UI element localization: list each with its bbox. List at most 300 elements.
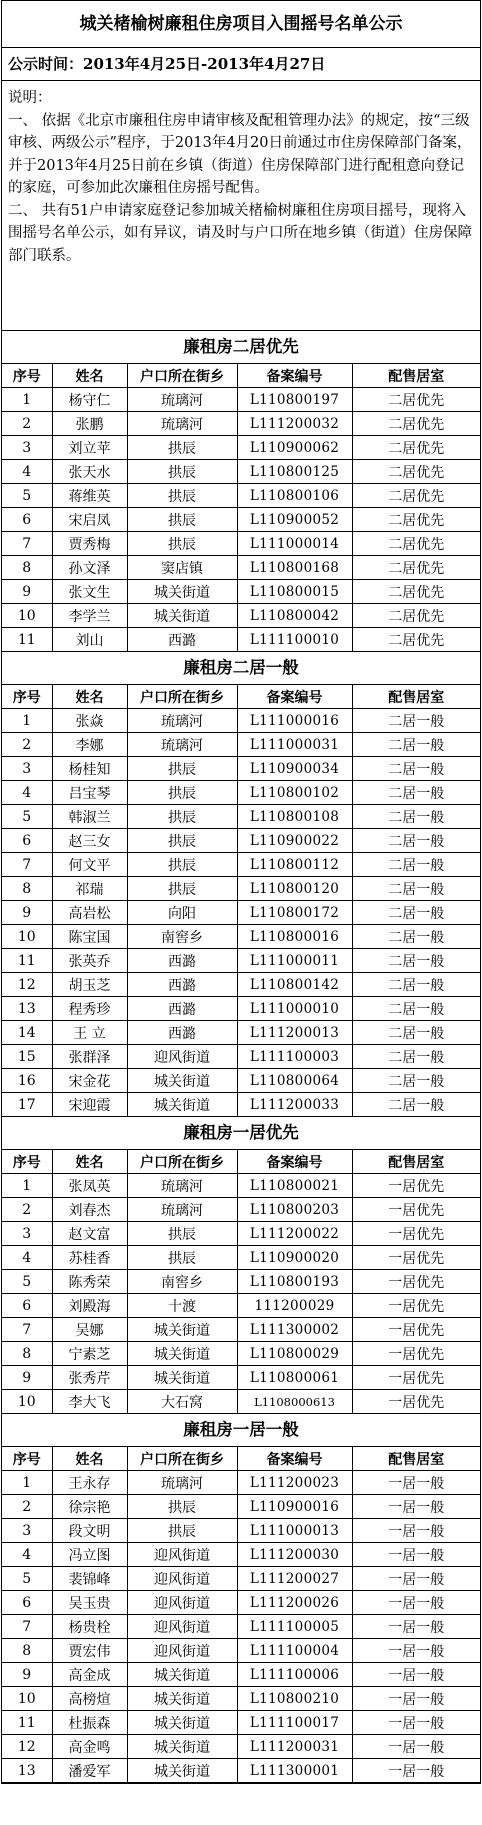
applicant-name: 孙文泽 (52, 556, 127, 580)
hukou-district: 琉璃河 (127, 733, 237, 757)
filing-number: L111200022 (237, 1222, 352, 1246)
table-row (2, 1246, 480, 1270)
applicant-name: 赵三女 (52, 829, 127, 853)
applicant-name: 苏桂香 (52, 1246, 127, 1270)
column-header: 姓名 (52, 1447, 127, 1471)
section-title: 廉租房一居优先 (2, 1117, 480, 1150)
applicant-name: 宋启凤 (52, 508, 127, 532)
applicant-name: 李娜 (52, 733, 127, 757)
table-row (2, 757, 480, 781)
hukou-district: 向阳 (127, 901, 237, 925)
hukou-district: 城关街道 (127, 1663, 237, 1687)
row-number: 3 (2, 1222, 52, 1246)
filing-number: L111000031 (237, 733, 352, 757)
hukou-district: 拱辰 (127, 781, 237, 805)
applicant-name: 张天水 (52, 460, 127, 484)
allocated-unit: 二居一般 (352, 853, 480, 877)
column-header: 配售居室 (352, 364, 480, 388)
filing-number: L111200032 (237, 412, 352, 436)
filing-number: L110900052 (237, 508, 352, 532)
applicant-name: 何文平 (52, 853, 127, 877)
hukou-district: 西潞 (127, 949, 237, 973)
applicant-name: 王 立 (52, 1021, 127, 1045)
hukou-district: 拱辰 (127, 508, 237, 532)
filing-number: L110900034 (237, 757, 352, 781)
table-header-row (2, 1447, 480, 1471)
row-number: 10 (2, 604, 52, 628)
section-title: 廉租房二居优先 (2, 331, 480, 364)
document-title: 城关楮榆树廉租住房项目入围摇号名单公示 (2, 1, 480, 48)
column-header: 序号 (2, 1447, 52, 1471)
hukou-district: 拱辰 (127, 877, 237, 901)
row-number: 7 (2, 853, 52, 877)
hukou-district: 拱辰 (127, 853, 237, 877)
hukou-district: 拱辰 (127, 436, 237, 460)
hukou-district: 城关街道 (127, 1318, 237, 1342)
filing-number: L111000011 (237, 949, 352, 973)
applicant-name: 杨贵栓 (52, 1615, 127, 1639)
filing-number: L110800015 (237, 580, 352, 604)
hukou-district: 拱辰 (127, 1246, 237, 1270)
allocated-unit: 二居一般 (352, 1093, 480, 1117)
filing-number: L111100005 (237, 1615, 352, 1639)
filing-number: L110800168 (237, 556, 352, 580)
row-number: 9 (2, 901, 52, 925)
applicant-name: 高金鸣 (52, 1735, 127, 1759)
allocated-unit: 一居优先 (352, 1294, 480, 1318)
hukou-district: 琉璃河 (127, 709, 237, 733)
row-number: 7 (2, 1318, 52, 1342)
filing-number: L111200013 (237, 1021, 352, 1045)
applicant-name: 赵文富 (52, 1222, 127, 1246)
applicant-name: 张英乔 (52, 949, 127, 973)
filing-number: L111200023 (237, 1471, 352, 1495)
hukou-district: 琉璃河 (127, 412, 237, 436)
hukou-district: 西潞 (127, 973, 237, 997)
column-header: 备案编号 (237, 1447, 352, 1471)
hukou-district: 南窖乡 (127, 1270, 237, 1294)
row-number: 14 (2, 1021, 52, 1045)
table-header-row (2, 364, 480, 388)
table-row (2, 1342, 480, 1366)
row-number: 6 (2, 508, 52, 532)
table-row (2, 1639, 480, 1663)
allocated-unit: 二居优先 (352, 532, 480, 556)
filing-number: L110800120 (237, 877, 352, 901)
row-number: 7 (2, 1615, 52, 1639)
allocated-unit: 二居优先 (352, 436, 480, 460)
table-header-row (2, 1150, 480, 1174)
allocated-unit: 二居一般 (352, 1069, 480, 1093)
table-row (2, 709, 480, 733)
filing-number: 111200029 (237, 1294, 352, 1318)
allocated-unit: 一居一般 (352, 1567, 480, 1591)
table-row (2, 1759, 480, 1783)
applicant-name: 张文生 (52, 580, 127, 604)
hukou-district: 拱辰 (127, 1495, 237, 1519)
row-number: 1 (2, 1471, 52, 1495)
applicant-name: 程秀珍 (52, 997, 127, 1021)
filing-number: L110900022 (237, 829, 352, 853)
table-row (2, 925, 480, 949)
filing-number: L110800142 (237, 973, 352, 997)
table-row (2, 1174, 480, 1198)
table-header-row (2, 685, 480, 709)
filing-number: L110800106 (237, 484, 352, 508)
hukou-district: 拱辰 (127, 829, 237, 853)
filing-number: L110800042 (237, 604, 352, 628)
hukou-district: 城关街道 (127, 1687, 237, 1711)
hukou-district: 琉璃河 (127, 1471, 237, 1495)
row-number: 4 (2, 460, 52, 484)
hukou-district: 拱辰 (127, 1519, 237, 1543)
allocated-unit: 二居一般 (352, 973, 480, 997)
row-number: 8 (2, 1639, 52, 1663)
allocated-unit: 二居一般 (352, 949, 480, 973)
row-number: 3 (2, 1519, 52, 1543)
filing-number: L111200031 (237, 1735, 352, 1759)
table-row (2, 733, 480, 757)
row-number: 8 (2, 556, 52, 580)
column-header: 户口所在街乡 (127, 1150, 237, 1174)
applicant-name: 高金成 (52, 1663, 127, 1687)
applicant-name: 胡玉芝 (52, 973, 127, 997)
allocated-unit: 二居优先 (352, 460, 480, 484)
table-row (2, 1519, 480, 1543)
filing-number: L111000016 (237, 709, 352, 733)
allocated-unit: 一居优先 (352, 1198, 480, 1222)
table-row (2, 949, 480, 973)
hukou-district: 南窖乡 (127, 925, 237, 949)
applicant-name: 段文明 (52, 1519, 127, 1543)
table-row (2, 877, 480, 901)
table-row (2, 829, 480, 853)
applicant-name: 陈宝国 (52, 925, 127, 949)
row-number: 13 (2, 997, 52, 1021)
filing-number: L110800125 (237, 460, 352, 484)
applicant-name: 陈秀荣 (52, 1270, 127, 1294)
filing-number: L110800172 (237, 901, 352, 925)
allocated-unit: 二居一般 (352, 709, 480, 733)
filing-number: L111000013 (237, 1519, 352, 1543)
filing-number: L111200033 (237, 1093, 352, 1117)
applicant-name: 宋迎霞 (52, 1093, 127, 1117)
row-number: 6 (2, 829, 52, 853)
table-row (2, 1711, 480, 1735)
allocated-unit: 二居一般 (352, 877, 480, 901)
table-row (2, 1198, 480, 1222)
table-row (2, 901, 480, 925)
row-number: 3 (2, 757, 52, 781)
column-header: 姓名 (52, 364, 127, 388)
applicant-name: 徐宗艳 (52, 1495, 127, 1519)
applicant-name: 吕宝琴 (52, 781, 127, 805)
table-row (2, 1093, 480, 1117)
row-number: 9 (2, 580, 52, 604)
table-row (2, 781, 480, 805)
filing-number: L110900062 (237, 436, 352, 460)
row-number: 4 (2, 1543, 52, 1567)
allocated-unit: 一居一般 (352, 1519, 480, 1543)
hukou-district: 拱辰 (127, 484, 237, 508)
hukou-district: 十渡 (127, 1294, 237, 1318)
row-number: 2 (2, 1198, 52, 1222)
row-number: 6 (2, 1294, 52, 1318)
hukou-district: 迎风街道 (127, 1615, 237, 1639)
table-row (2, 1318, 480, 1342)
applicant-name: 杨守仁 (52, 388, 127, 412)
allocated-unit: 二居一般 (352, 757, 480, 781)
table-row (2, 997, 480, 1021)
filing-number: L110900020 (237, 1246, 352, 1270)
table-row (2, 1045, 480, 1069)
filing-number: L1108000613 (237, 1390, 352, 1414)
hukou-district: 拱辰 (127, 1222, 237, 1246)
allocated-unit: 二居优先 (352, 508, 480, 532)
applicant-name: 张群泽 (52, 1045, 127, 1069)
row-number: 13 (2, 1759, 52, 1783)
filing-number: L111100003 (237, 1045, 352, 1069)
filing-number: L110800112 (237, 853, 352, 877)
row-number: 5 (2, 1270, 52, 1294)
filing-number: L110800029 (237, 1342, 352, 1366)
allocated-unit: 一居一般 (352, 1471, 480, 1495)
allocated-unit: 一居优先 (352, 1342, 480, 1366)
filing-number: L111000010 (237, 997, 352, 1021)
column-header: 序号 (2, 1150, 52, 1174)
column-header: 配售居室 (352, 1150, 480, 1174)
hukou-district: 琉璃河 (127, 1198, 237, 1222)
table-row (2, 1294, 480, 1318)
applicant-name: 王永存 (52, 1471, 127, 1495)
applicant-name: 刘春杰 (52, 1198, 127, 1222)
column-header: 姓名 (52, 685, 127, 709)
column-header: 姓名 (52, 1150, 127, 1174)
applicant-name: 蒋维英 (52, 484, 127, 508)
filing-number: L111000014 (237, 532, 352, 556)
column-header: 户口所在街乡 (127, 1447, 237, 1471)
allocation-table (2, 685, 480, 1117)
filing-number: L111100006 (237, 1663, 352, 1687)
allocated-unit: 二居一般 (352, 1021, 480, 1045)
allocated-unit: 一居一般 (352, 1543, 480, 1567)
table-row (2, 1270, 480, 1294)
allocated-unit: 一居一般 (352, 1639, 480, 1663)
applicant-name: 祁瑞 (52, 877, 127, 901)
column-header: 序号 (2, 685, 52, 709)
table-row (2, 853, 480, 877)
table-row (2, 973, 480, 997)
row-number: 12 (2, 973, 52, 997)
row-number: 12 (2, 1735, 52, 1759)
hukou-district: 琉璃河 (127, 1174, 237, 1198)
allocated-unit: 二居一般 (352, 781, 480, 805)
table-row (2, 1543, 480, 1567)
allocated-unit: 一居优先 (352, 1270, 480, 1294)
filing-number: L110800102 (237, 781, 352, 805)
applicant-name: 张焱 (52, 709, 127, 733)
table-row (2, 604, 480, 628)
hukou-district: 迎风街道 (127, 1045, 237, 1069)
table-row (2, 436, 480, 460)
table-row (2, 1495, 480, 1519)
allocated-unit: 二居优先 (352, 628, 480, 652)
filing-number: L110800021 (237, 1174, 352, 1198)
filing-number: L111300001 (237, 1759, 352, 1783)
notice-document (1, 0, 481, 1784)
allocated-unit: 一居一般 (352, 1687, 480, 1711)
applicant-name: 张凤英 (52, 1174, 127, 1198)
applicant-name: 李学兰 (52, 604, 127, 628)
hukou-district: 拱辰 (127, 805, 237, 829)
allocated-unit: 二居优先 (352, 388, 480, 412)
filing-number: L110800061 (237, 1366, 352, 1390)
table-row (2, 1591, 480, 1615)
applicant-name: 高岩松 (52, 901, 127, 925)
allocated-unit: 一居优先 (352, 1246, 480, 1270)
applicant-name: 贾秀梅 (52, 532, 127, 556)
applicant-name: 李大飞 (52, 1390, 127, 1414)
allocated-unit: 二居一般 (352, 901, 480, 925)
row-number: 1 (2, 1174, 52, 1198)
hukou-district: 迎风街道 (127, 1639, 237, 1663)
row-number: 1 (2, 709, 52, 733)
allocated-unit: 一居优先 (352, 1222, 480, 1246)
row-number: 7 (2, 532, 52, 556)
applicant-name: 宋金花 (52, 1069, 127, 1093)
applicant-name: 吴玉贵 (52, 1591, 127, 1615)
hukou-district: 城关街道 (127, 580, 237, 604)
table-row (2, 805, 480, 829)
row-number: 11 (2, 628, 52, 652)
applicant-name: 潘爱军 (52, 1759, 127, 1783)
allocated-unit: 二居一般 (352, 1045, 480, 1069)
allocated-unit: 一居一般 (352, 1495, 480, 1519)
table-row (2, 1069, 480, 1093)
table-row (2, 1735, 480, 1759)
table-row (2, 1366, 480, 1390)
allocation-table (2, 1447, 480, 1783)
hukou-district: 西潞 (127, 997, 237, 1021)
allocated-unit: 二居优先 (352, 604, 480, 628)
row-number: 5 (2, 805, 52, 829)
allocated-unit: 一居一般 (352, 1759, 480, 1783)
table-row (2, 1021, 480, 1045)
filing-number: L111100010 (237, 628, 352, 652)
row-number: 17 (2, 1093, 52, 1117)
table-row (2, 532, 480, 556)
filing-number: L111200026 (237, 1591, 352, 1615)
filing-number: L110800016 (237, 925, 352, 949)
hukou-district: 拱辰 (127, 757, 237, 781)
row-number: 11 (2, 1711, 52, 1735)
table-row (2, 556, 480, 580)
row-number: 11 (2, 949, 52, 973)
column-header: 备案编号 (237, 364, 352, 388)
allocation-table (2, 364, 480, 652)
applicant-name: 刘立苹 (52, 436, 127, 460)
allocated-unit: 一居一般 (352, 1591, 480, 1615)
allocated-unit: 一居优先 (352, 1366, 480, 1390)
hukou-district: 城关街道 (127, 1759, 237, 1783)
hukou-district: 迎风街道 (127, 1543, 237, 1567)
applicant-name: 冯立图 (52, 1543, 127, 1567)
hukou-district: 迎风街道 (127, 1591, 237, 1615)
row-number: 9 (2, 1366, 52, 1390)
row-number: 15 (2, 1045, 52, 1069)
table-row (2, 628, 480, 652)
allocated-unit: 二居优先 (352, 556, 480, 580)
hukou-district: 琉璃河 (127, 388, 237, 412)
row-number: 4 (2, 781, 52, 805)
table-row (2, 1567, 480, 1591)
table-row (2, 388, 480, 412)
applicant-name: 刘殿海 (52, 1294, 127, 1318)
table-row (2, 1687, 480, 1711)
row-number: 10 (2, 925, 52, 949)
table-row (2, 1663, 480, 1687)
filing-number: L111100004 (237, 1639, 352, 1663)
column-header: 备案编号 (237, 685, 352, 709)
hukou-district: 城关街道 (127, 1093, 237, 1117)
allocated-unit: 二居一般 (352, 925, 480, 949)
allocated-unit: 一居一般 (352, 1663, 480, 1687)
filing-number: L111200027 (237, 1567, 352, 1591)
row-number: 2 (2, 1495, 52, 1519)
row-number: 5 (2, 484, 52, 508)
applicant-name: 吴娜 (52, 1318, 127, 1342)
hukou-district: 城关街道 (127, 1069, 237, 1093)
filing-number: L110800203 (237, 1198, 352, 1222)
filing-number: L111200030 (237, 1543, 352, 1567)
allocated-unit: 二居一般 (352, 829, 480, 853)
applicant-name: 贾宏伟 (52, 1639, 127, 1663)
column-header: 户口所在街乡 (127, 364, 237, 388)
hukou-district: 窦店镇 (127, 556, 237, 580)
row-number: 4 (2, 1246, 52, 1270)
allocated-unit: 一居一般 (352, 1735, 480, 1759)
allocated-unit: 二居优先 (352, 580, 480, 604)
table-row (2, 484, 480, 508)
applicant-name: 韩淑兰 (52, 805, 127, 829)
column-header: 序号 (2, 364, 52, 388)
allocated-unit: 二居优先 (352, 412, 480, 436)
row-number: 3 (2, 436, 52, 460)
notes-heading: 说明： (8, 90, 52, 106)
table-row (2, 1615, 480, 1639)
allocated-unit: 二居一般 (352, 997, 480, 1021)
applicant-name: 宁素芝 (52, 1342, 127, 1366)
column-header: 配售居室 (352, 685, 480, 709)
table-row (2, 460, 480, 484)
row-number: 10 (2, 1687, 52, 1711)
table-row (2, 1471, 480, 1495)
hukou-district: 西潞 (127, 628, 237, 652)
row-number: 5 (2, 1567, 52, 1591)
row-number: 2 (2, 412, 52, 436)
hukou-district: 迎风街道 (127, 1567, 237, 1591)
hukou-district: 城关街道 (127, 604, 237, 628)
column-header: 配售居室 (352, 1447, 480, 1471)
applicant-name: 杨桂知 (52, 757, 127, 781)
allocation-table (2, 1150, 480, 1414)
section-title: 廉租房一居一般 (2, 1414, 480, 1447)
allocated-unit: 二居一般 (352, 805, 480, 829)
notes-paragraph-2: 二、 共有51户申请家庭登记参加城关楮榆树廉租住房项目摇号，现将入围摇号名单公示，如有异议，请及时与户口所在地乡镇（街道）住房保障部门联系。 (8, 202, 472, 264)
table-row (2, 1222, 480, 1246)
hukou-district: 拱辰 (127, 460, 237, 484)
filing-number: L110900016 (237, 1495, 352, 1519)
